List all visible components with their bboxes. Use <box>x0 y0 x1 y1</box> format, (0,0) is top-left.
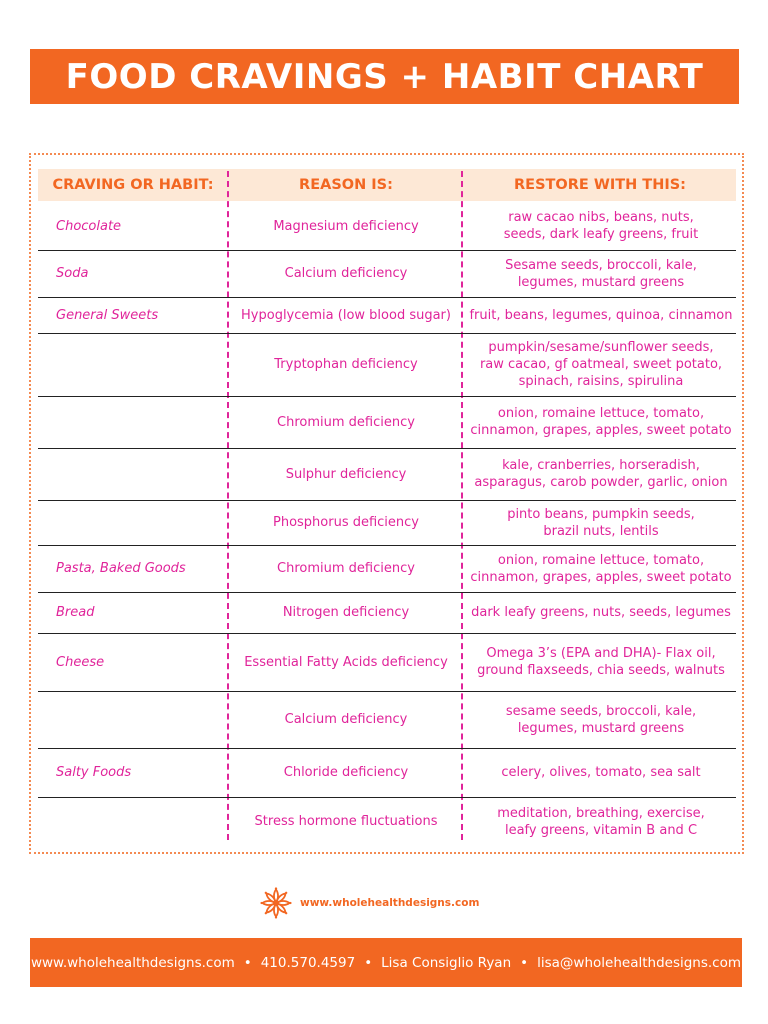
footer-separator: • <box>520 954 529 971</box>
reason-cell: Calcium deficiency <box>284 712 408 727</box>
craving-cell: Bread <box>56 605 95 620</box>
restore-line: raw cacao, gf oatmeal, sweet potato, <box>479 357 723 372</box>
reason-cell: Sulphur deficiency <box>285 466 407 482</box>
reason-cell: Calcium deficiency <box>284 266 408 281</box>
column-divider <box>461 171 463 840</box>
craving-cell <box>56 396 226 448</box>
footer-email[interactable]: lisa@wholehealthdesigns.com <box>537 954 742 971</box>
restore-line: fruit, beans, legumes, quinoa, cinnamon <box>469 307 733 323</box>
restore-line: meditation, breathing, exercise, <box>497 805 705 821</box>
restore-cell <box>464 202 738 250</box>
restore-line: Omega 3’s (EPA and DHA)- Flax oil, <box>486 646 716 661</box>
restore-line: pumpkin/sesame/sunflower seeds, <box>488 340 714 355</box>
logo <box>258 885 479 921</box>
reason-cell: Stress hormone fluctuations <box>254 814 438 829</box>
craving-cell: General Sweets <box>56 307 159 323</box>
restore-line: celery, olives, tomato, sea salt <box>501 765 701 780</box>
restore-cell <box>464 545 738 592</box>
restore-line: asparagus, carob powder, garlic, onion <box>474 475 728 490</box>
restore-cell <box>464 396 738 448</box>
craving-cell: Chocolate <box>56 218 122 234</box>
restore-cell <box>464 592 738 633</box>
restore-cell <box>464 797 738 846</box>
logo-url[interactable]: www.wholehealthdesigns.com <box>300 897 480 909</box>
restore-cell <box>464 748 738 797</box>
footer-website[interactable]: www.wholehealthdesigns.com <box>30 954 235 971</box>
restore-line: raw cacao nibs, beans, nuts, <box>508 210 694 225</box>
reason-cell: Chromium deficiency <box>277 561 415 576</box>
craving-cell: Pasta, Baked Goods <box>56 561 186 576</box>
restore-cell <box>464 633 738 691</box>
restore-cell <box>464 500 738 545</box>
reason-cell: Phosphorus deficiency <box>272 515 419 530</box>
restore-line: cinnamon, grapes, apples, sweet potato <box>470 569 732 585</box>
footer-name: Lisa Consiglio Ryan <box>381 954 512 971</box>
restore-line: dark leafy greens, nuts, seeds, legumes <box>471 605 731 620</box>
restore-cell <box>464 297 738 333</box>
column-header-craving: CRAVING OR HABIT: <box>52 177 214 193</box>
footer-separator: • <box>243 954 252 971</box>
restore-cell <box>464 250 738 297</box>
column-divider <box>227 171 229 840</box>
restore-line: Sesame seeds, broccoli, kale, <box>505 257 697 273</box>
craving-cell: Salty Foods <box>56 765 132 780</box>
flower-logo-icon <box>258 885 294 921</box>
restore-line: kale, cranberries, horseradish, <box>502 458 700 473</box>
craving-cell <box>56 500 226 545</box>
footer-separator: • <box>364 954 373 971</box>
column-header-reason: REASON IS: <box>299 177 393 193</box>
craving-cell: Cheese <box>56 654 105 670</box>
footer <box>30 938 742 987</box>
restore-line: cinnamon, grapes, apples, sweet potato <box>470 423 732 438</box>
restore-line: legumes, mustard greens <box>517 274 685 290</box>
restore-line: sesame seeds, broccoli, kale, <box>505 703 697 719</box>
restore-line: legumes, mustard greens <box>517 720 685 736</box>
restore-cell <box>464 448 738 500</box>
reason-cell: Nitrogen deficiency <box>282 605 410 620</box>
reason-cell: Chloride deficiency <box>283 765 409 780</box>
restore-line: onion, romaine lettuce, tomato, <box>497 406 705 421</box>
restore-line: pinto beans, pumpkin seeds, <box>507 506 695 522</box>
restore-line: ground flaxseeds, chia seeds, walnuts <box>477 663 725 678</box>
reason-cell: Tryptophan deficiency <box>274 357 418 372</box>
restore-line: spinach, raisins, spirulina <box>518 374 684 389</box>
column-header-restore: RESTORE WITH THIS: <box>514 177 686 193</box>
craving-cell <box>56 448 226 500</box>
reason-cell: Magnesium deficiency <box>273 218 419 234</box>
craving-cell <box>56 691 226 748</box>
craving-cell <box>56 797 226 846</box>
restore-line: seeds, dark leafy greens, fruit <box>503 227 699 242</box>
restore-cell <box>464 333 738 396</box>
restore-line: brazil nuts, lentils <box>543 523 659 539</box>
reason-cell: Chromium deficiency <box>277 414 415 430</box>
page-title: FOOD CRAVINGS + HABIT CHART <box>30 49 739 104</box>
craving-cell <box>56 333 226 396</box>
reason-cell: Essential Fatty Acids deficiency <box>244 654 448 670</box>
restore-line: leafy greens, vitamin B and C <box>504 822 698 838</box>
craving-cell: Soda <box>56 266 89 281</box>
restore-cell <box>464 691 738 748</box>
reason-cell: Hypoglycemia (low blood sugar) <box>241 307 451 323</box>
restore-line: onion, romaine lettuce, tomato, <box>497 552 705 568</box>
footer-phone[interactable]: 410.570.4597 <box>260 954 356 971</box>
